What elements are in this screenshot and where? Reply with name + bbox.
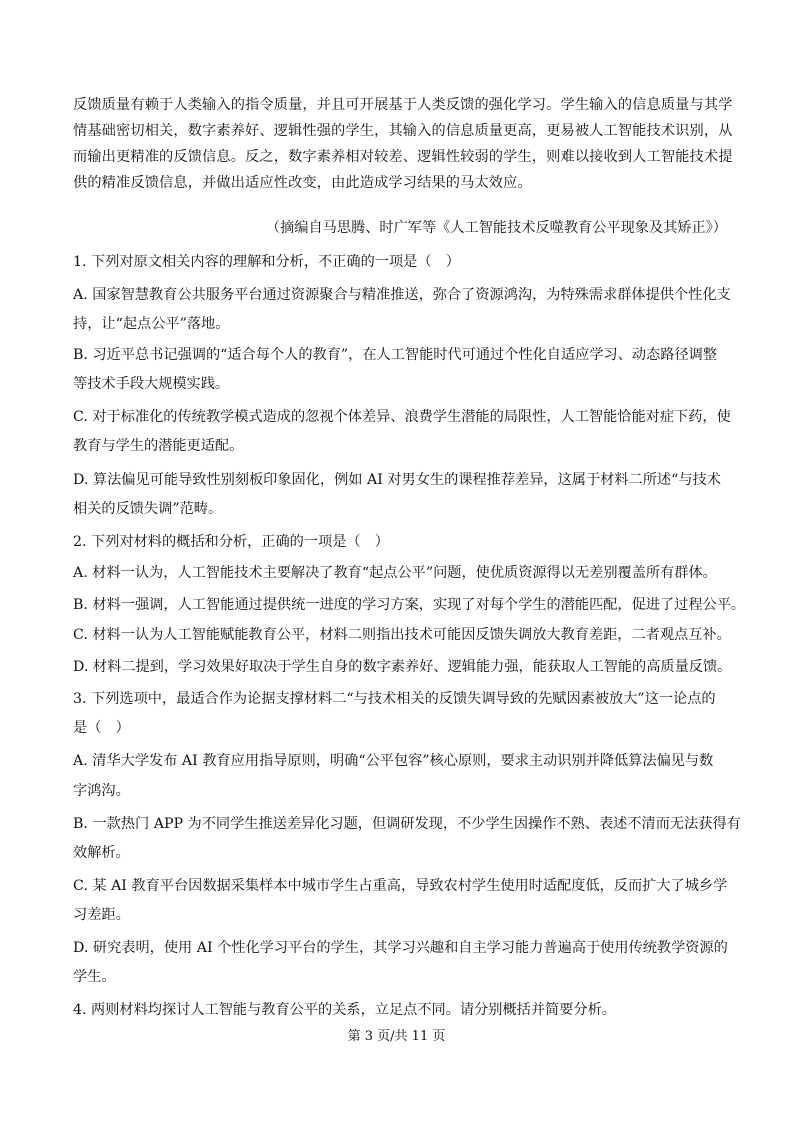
q2-option-b: B. 材料一强调，人工智能通过提供统一进度的学习方案，实现了对每个学生的潜能匹配，促进了过程公平。: [73, 597, 746, 613]
question-3-stem-cont: 是（ ）: [73, 720, 130, 736]
q3-option-b-cont: 效解析。: [73, 845, 130, 861]
q1-option-a-cont: 持，让“起点公平”落地。: [73, 316, 230, 332]
q3-option-a: A. 清华大学发布 AI 教育应用指导原则，明确“公平包容”核心原则，要求主动识别并降低算法偏见与数: [73, 753, 714, 769]
passage-line: 而输出更精准的反馈信息。反之，数字素养相对较差、逻辑性较弱的学生，则难以接收到人工智能技术提: [73, 149, 733, 165]
q1-option-b-cont: 等技术手段大规模实践。: [73, 376, 230, 392]
question-3-stem: 3. 下列选项中，最适合作为论据支撑材料二“与技术相关的反馈失调导致的先赋因素被放大”这一论点的: [73, 691, 716, 707]
page-number: 第 3 页/共 11 页: [347, 1029, 446, 1044]
question-1-stem: 1. 下列对原文相关内容的理解和分析，不正确的一项是（ ）: [73, 254, 460, 270]
q3-option-a-cont: 字鸿沟。: [73, 783, 130, 799]
q1-option-b: B. 习近平总书记强调的“适合每个人的教育”，在人工智能时代可通过个性化自适应学习、动态路径调整: [73, 347, 718, 363]
q1-option-d-cont: 相关的反馈失调”范畴。: [73, 501, 223, 517]
q1-option-c: C. 对于标准化的传统教学模式造成的忽视个体差异、浪费学生潜能的局限性，人工智能恰能对症下药，使: [73, 409, 731, 425]
q2-option-a: A. 材料一认为，人工智能技术主要解决了教育“起点公平”问题，使优质资源得以无差别覆盖所有群体。: [73, 565, 717, 581]
passage-line: 反馈质量有赖于人类输入的指令质量，并且可开展基于人类反馈的强化学习。学生输入的信息质量与其学: [73, 97, 733, 113]
q3-option-b: B. 一款热门 APP 为不同学生推送差异化习题，但调研发现，不少学生因操作不熟、表述不清而无法获得有: [73, 816, 741, 832]
q1-option-d: D. 算法偏见可能导致性别刻板印象固化，例如 AI 对男女生的课程推荐差异，这属于材料二所述“与技术: [73, 472, 721, 488]
q3-option-d: D. 研究表明，使用 AI 个性化学习平台的学生，其学习兴趣和自主学习能力普遍高于使用传统教学资源的: [73, 940, 728, 956]
passage-line: 情基础密切相关，数字素养好、逻辑性强的学生，其输入的信息质量更高，更易被人工智能技术识别，从: [73, 123, 733, 139]
source-citation: （摘编自马思腾、时广军等《人工智能技术反噬教育公平现象及其矫正》）: [265, 220, 727, 236]
q2-option-d: D. 材料二提到，学习效果好取决于学生自身的数字素养好、逻辑能力强，能获取人工智能的高质量反馈。: [73, 659, 732, 675]
passage-paragraph: [73, 92, 733, 196]
q1-option-c-cont: 教育与学生的潜能更适配。: [73, 438, 244, 454]
question-2-stem: 2. 下列对材料的概括和分析，正确的一项是（ ）: [73, 534, 389, 550]
passage-line: 供的精准反馈信息，并做出适应性改变，由此造成学习结果的马太效应。: [73, 175, 532, 191]
q3-option-d-cont: 学生。: [73, 969, 116, 985]
q1-option-a: A. 国家智慧教育公共服务平台通过资源聚合与精准推送，弥合了资源鸿沟，为特殊需求群体提供个性化支: [73, 287, 731, 303]
q3-option-c-cont: 习差距。: [73, 907, 130, 923]
q3-option-c: C. 某 AI 教育平台因数据采集样本中城市学生占重高，导致农村学生使用时适配度低，反而扩大了城乡学: [73, 878, 728, 894]
q2-option-c: C. 材料一认为人工智能赋能教育公平，材料二则指出技术可能因反馈失调放大教育差距，二者观点互补。: [73, 627, 731, 643]
question-4-stem: 4. 两则材料均探讨人工智能与教育公平的关系，立足点不同。请分别概括并简要分析。: [73, 1002, 616, 1018]
